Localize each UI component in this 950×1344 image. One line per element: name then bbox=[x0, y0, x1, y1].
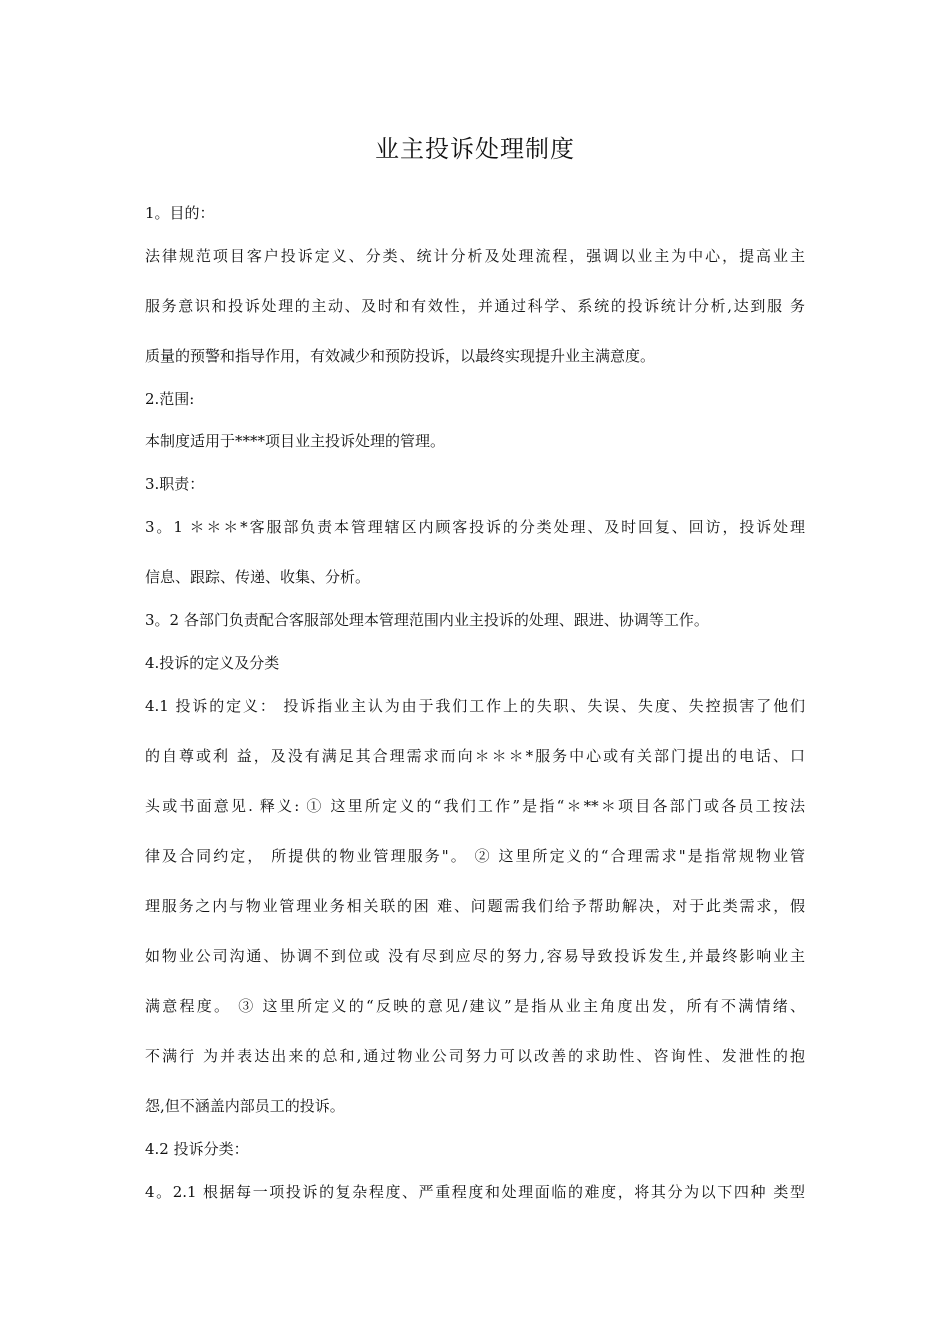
section-heading-duties: 3.职责： bbox=[145, 475, 205, 493]
section-heading-scope: 2.范围: bbox=[145, 390, 195, 408]
paragraph-line: 头或书面意见. 释义: ① 这里所定义的“我们工作”是指“＊**＊项目各部门或各员工按法 bbox=[145, 797, 805, 815]
paragraph-line: 本制度适用于****项目业主投诉处理的管理。 bbox=[145, 432, 446, 450]
paragraph-line: 3。1 ＊＊＊*客服部负责本管理辖区内顾客投诉的分类处理、及时回复、回访，投诉处理 bbox=[145, 518, 805, 536]
paragraph-line: 4.1 投诉的定义： 投诉指业主认为由于我们工作上的失职、失误、失度、失控损害了他们 bbox=[145, 697, 805, 715]
paragraph-line: 满意程度。 ③ 这里所定义的“反映的意见/建议”是指从业主角度出发，所有不满情绪、 bbox=[145, 997, 805, 1015]
paragraph-line: 3。2 各部门负责配合客服部处理本管理范围内业主投诉的处理、跟进、协调等工作。 bbox=[145, 611, 709, 629]
paragraph-line: 理服务之内与物业管理业务相关联的困 难、问题需我们给予帮助解决，对于此类需求，假 bbox=[145, 897, 805, 915]
paragraph-line: 法律规范项目客户投诉定义、分类、统计分析及处理流程，强调以业主为中心，提高业主 bbox=[145, 247, 805, 265]
paragraph-line: 如物业公司沟通、协调不到位或 没有尽到应尽的努力,容易导致投诉发生,并最终影响业主 bbox=[145, 947, 805, 965]
paragraph-line: 服务意识和投诉处理的主动、及时和有效性，并通过科学、系统的投诉统计分析,达到服 务 bbox=[145, 297, 805, 315]
paragraph-line: 不满行 为并表达出来的总和,通过物业公司努力可以改善的求助性、咨询性、发泄性的抱 bbox=[145, 1047, 805, 1065]
paragraph-line: 律及合同约定， 所提供的物业管理服务"。 ② 这里所定义的“合理需求"是指常规物业管 bbox=[145, 847, 805, 865]
document-title: 业主投诉处理制度 bbox=[375, 135, 575, 163]
paragraph-line: 信息、跟踪、传递、收集、分析。 bbox=[145, 568, 371, 586]
section-heading-definition: 4.投诉的定义及分类 bbox=[145, 654, 280, 672]
section-heading-purpose: 1。目的： bbox=[145, 204, 215, 222]
section-heading-classification: 4.2 投诉分类： bbox=[145, 1140, 249, 1158]
paragraph-line: 4。2.1 根据每一项投诉的复杂程度、严重程度和处理面临的难度，将其分为以下四种 类型 bbox=[145, 1183, 805, 1201]
paragraph-line: 质量的预警和指导作用，有效减少和预防投诉，以最终实现提升业主满意度。 bbox=[145, 347, 656, 365]
paragraph-line: 的自尊或利 益，及没有满足其合理需求而向＊＊＊*服务中心或有关部门提出的电话、口 bbox=[145, 747, 805, 765]
paragraph-line: 怨,但不涵盖内部员工的投诉。 bbox=[145, 1097, 345, 1115]
